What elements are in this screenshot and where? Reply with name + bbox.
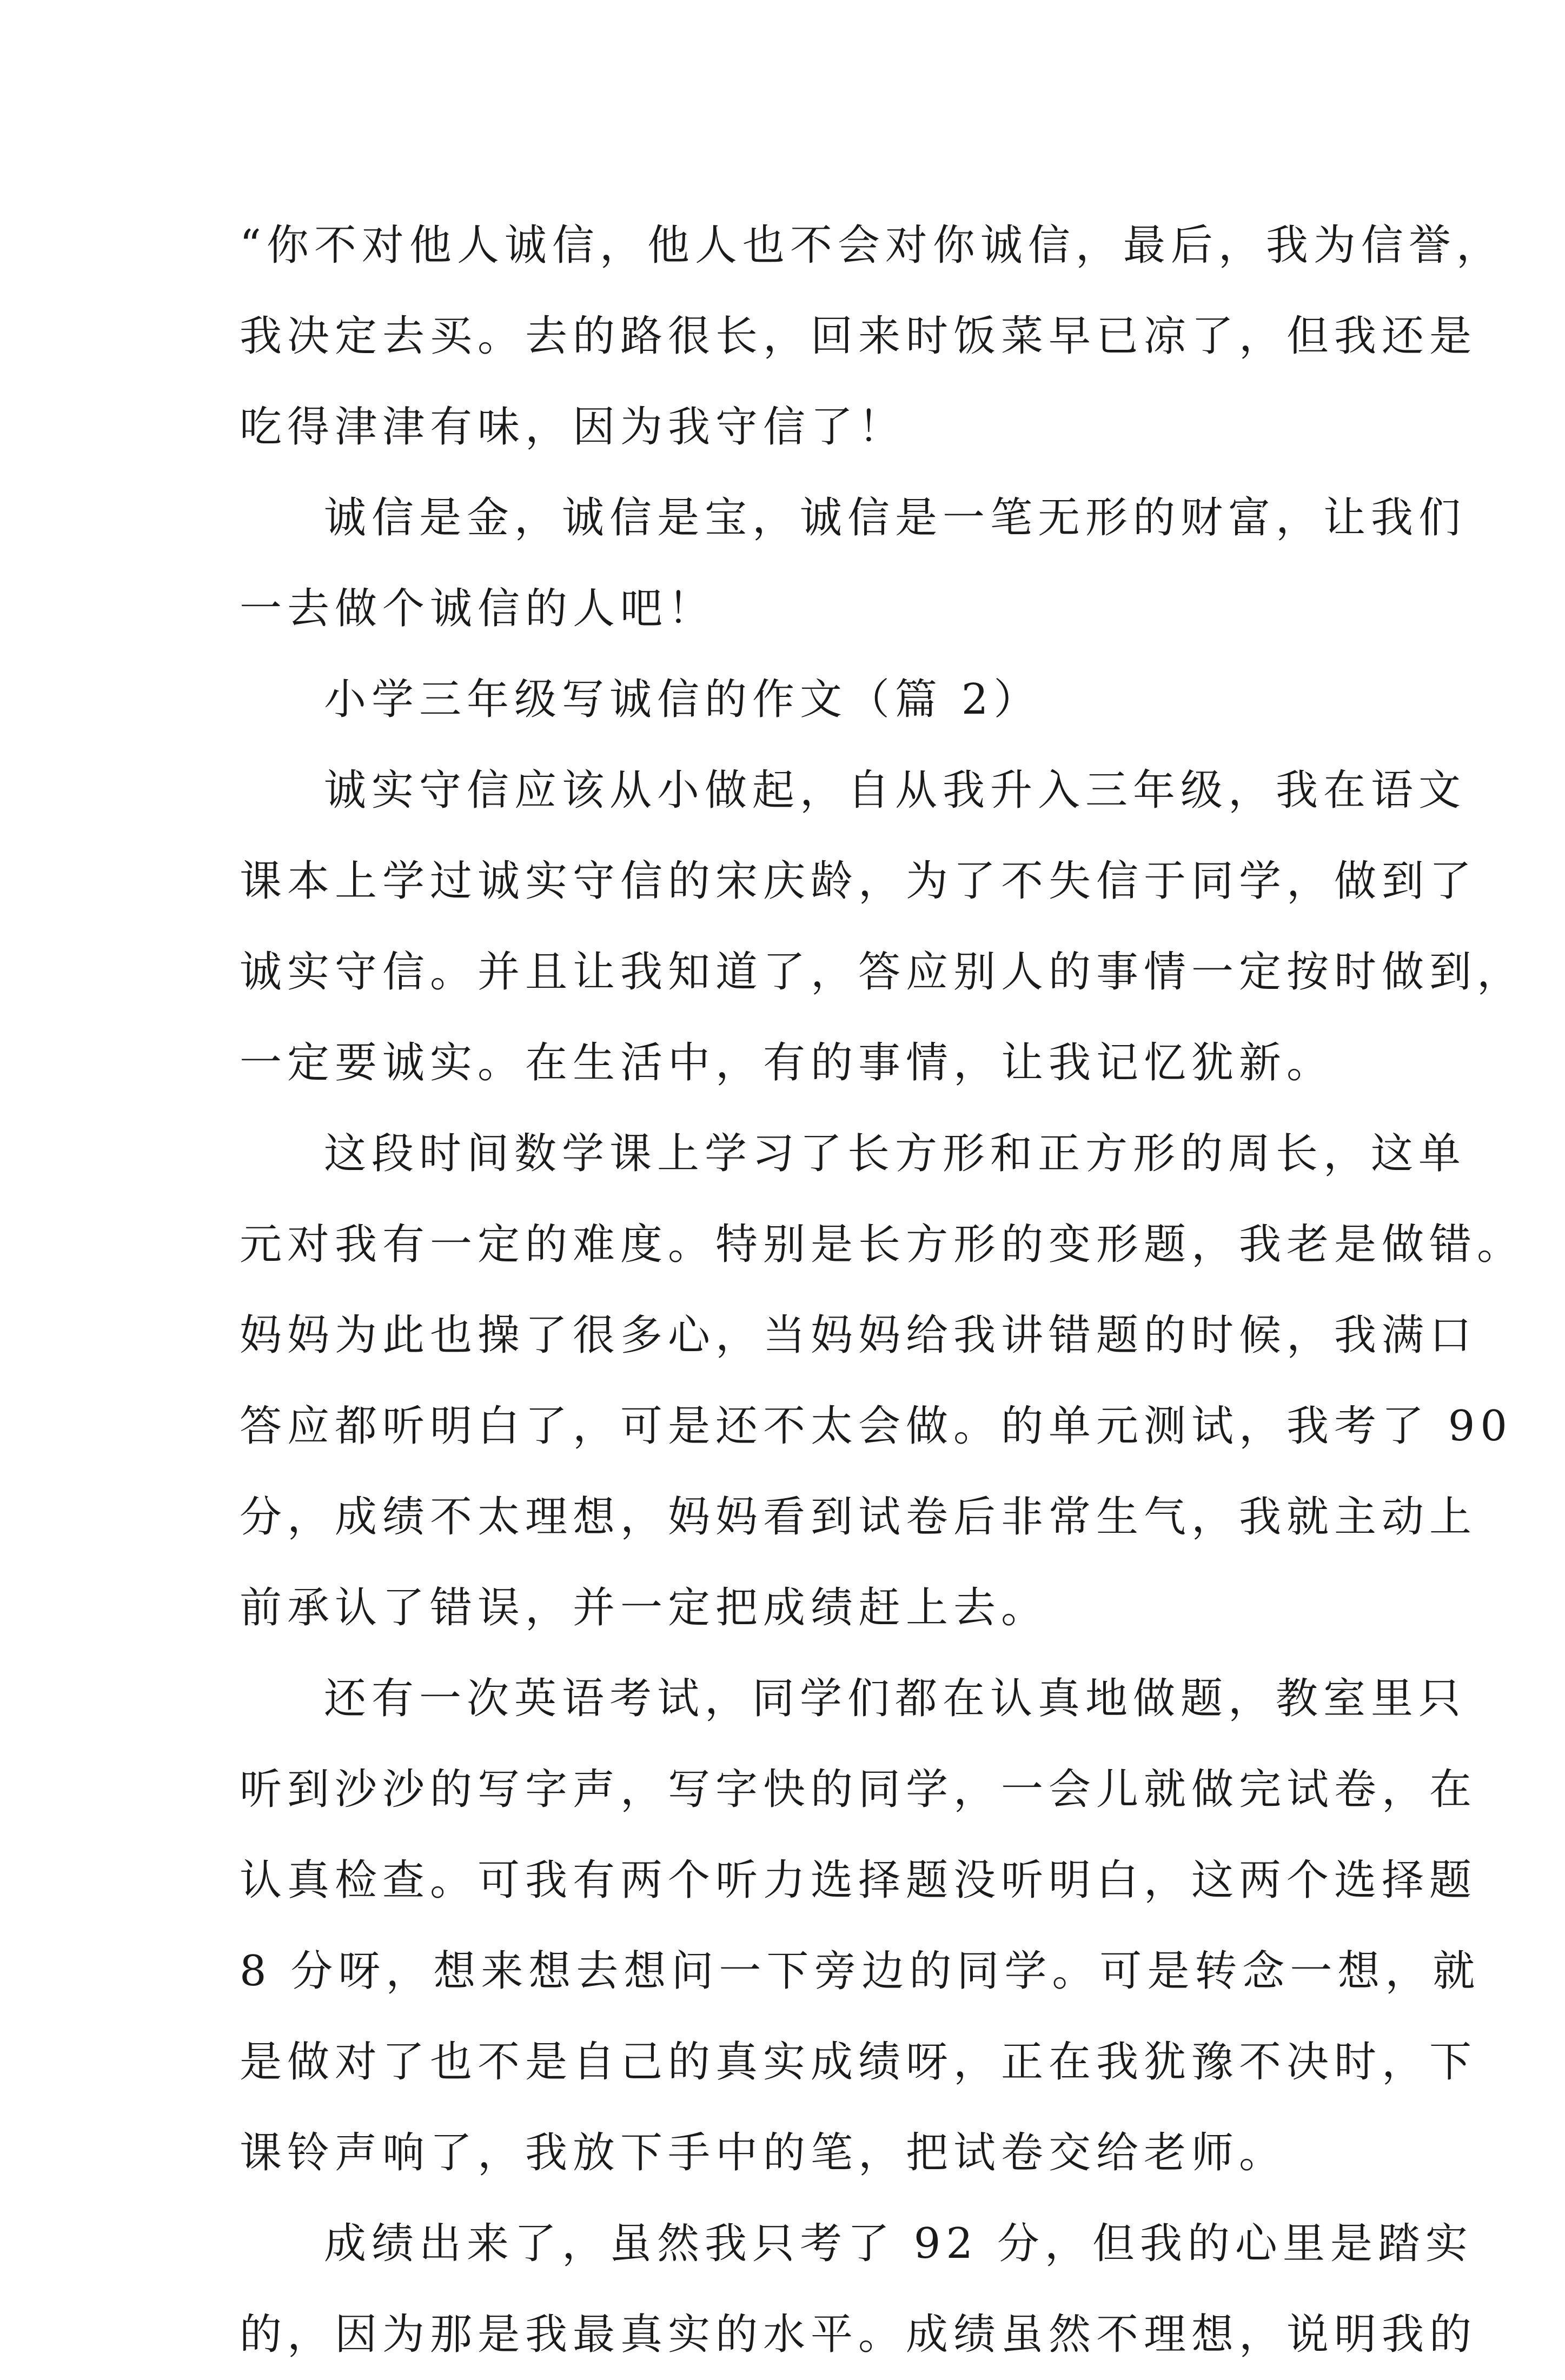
text-line: 前承认了错误，并一定把成绩赶上去。 bbox=[240, 1584, 1049, 1632]
text-line: 课本上学过诚实守信的宋庆龄，为了不失信于同学，做到了 bbox=[240, 857, 1477, 906]
text-line: 妈妈为此也操了很多心，当妈妈给我讲错题的时候，我满口 bbox=[240, 1311, 1477, 1360]
text-line: 诚实守信。并且让我知道了，答应别人的事情一定按时做到， bbox=[240, 948, 1525, 996]
text-line: 元对我有一定的难度。特别是长方形的变形题，我老是做错。 bbox=[240, 1220, 1525, 1269]
section-heading: 小学三年级写诚信的作文（篇 2） bbox=[324, 675, 1042, 724]
text-line: 听到沙沙的写字声，写字快的同学，一会儿就做完试卷，在 bbox=[240, 1765, 1477, 1814]
text-line: 分，成绩不太理想，妈妈看到试卷后非常生气，我就主动上 bbox=[240, 1493, 1477, 1541]
text-line: 吃得津津有味，因为我守信了！ bbox=[240, 403, 906, 451]
document-body bbox=[240, 200, 1525, 2380]
text-line: 是做对了也不是自己的真实成绩呀，正在我犹豫不决时，下 bbox=[240, 2038, 1477, 2086]
paragraph-start-line: 这段时间数学课上学习了长方形和正方形的周长，这单 bbox=[324, 1129, 1467, 1178]
text-line: “你不对他人诚信，他人也不会对你诚信，最后，我为信誉， bbox=[240, 221, 1504, 270]
paragraph-start-line: 诚实守信应该从小做起，自从我升入三年级，我在语文 bbox=[324, 766, 1467, 815]
paragraph-start-line: 诚信是金，诚信是宝，诚信是一笔无形的财富，让我们 bbox=[324, 494, 1467, 542]
text-line: 课铃声响了，我放下手中的笔，把试卷交给老师。 bbox=[240, 2129, 1287, 2177]
text-line: 答应都听明白了，可是还不太会做。的单元测试，我考了 90 bbox=[240, 1402, 1513, 1451]
text-line: 8 分呀，想来想去想问一下旁边的同学。可是转念一想，就 bbox=[240, 1947, 1481, 1996]
text-line: 一去做个诚信的人吧！ bbox=[240, 584, 716, 633]
paragraph-start-line: 成绩出来了，虽然我只考了 92 分，但我的心里是踏实 bbox=[324, 2219, 1473, 2268]
text-line: 认真检查。可我有两个听力选择题没听明白，这两个选择题 bbox=[240, 1856, 1477, 1905]
text-line: 我决定去买。去的路很长，回来时饭菜早已凉了，但我还是 bbox=[240, 312, 1477, 361]
text-line: 的，因为那是我最真实的水平。成绩虽然不理想，说明我的 bbox=[240, 2310, 1477, 2359]
text-line: 一定要诚实。在生活中，有的事情，让我记忆犹新。 bbox=[240, 1039, 1335, 1087]
paragraph-start-line: 还有一次英语考试，同学们都在认真地做题，教室里只 bbox=[324, 1674, 1467, 1723]
